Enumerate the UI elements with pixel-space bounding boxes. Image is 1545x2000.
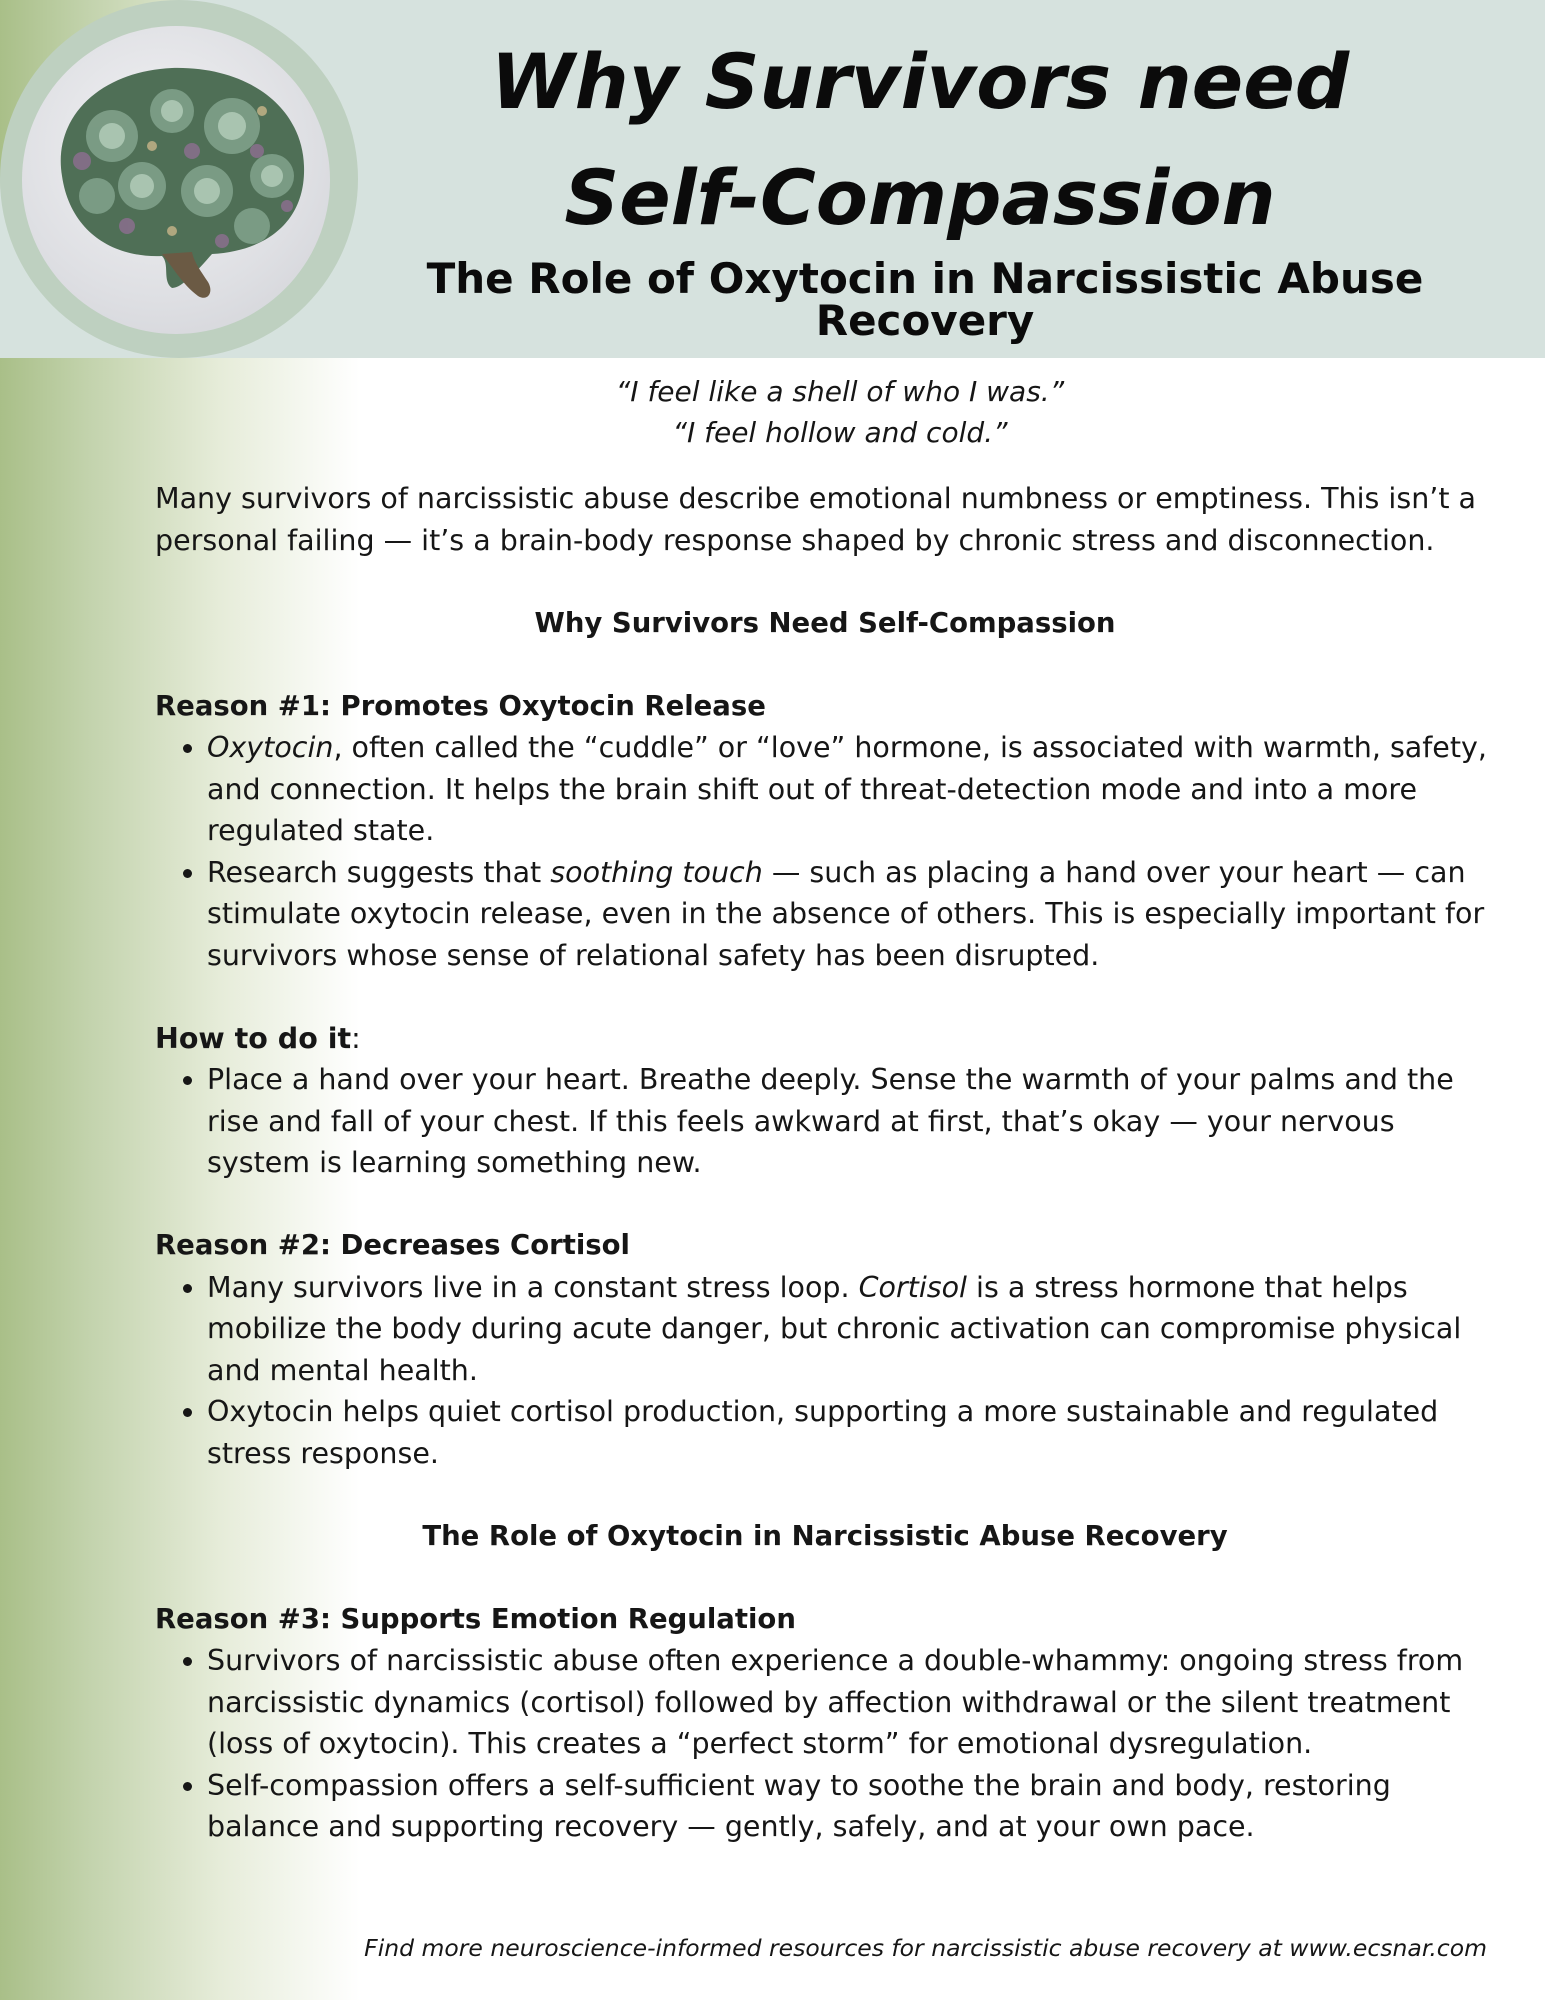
reason-2-heading: Reason #2: Decreases Cortisol xyxy=(155,1229,630,1261)
list-item: • Survivors of narcissistic abuse often experience a double-whammy: ongoing stress from narcissistic dynamics (cortisol) followed by affection withdrawal or the silent treatment (loss of oxytocin). This creates a “perfect storm” for emotional dysregulation. xyxy=(207,1640,1495,1765)
section-heading-self-compassion: Why Survivors Need Self-Compassion xyxy=(534,606,1116,639)
list-item: • Oxytocin helps quiet cortisol production, supporting a more sustainable and regulated stress response. xyxy=(207,1391,1495,1474)
list-item: • Many survivors live in a constant stress loop. Cortisol is a stress hormone that helps mobilize the body during acute danger, but chronic activation can compromise physical and mental health. xyxy=(207,1267,1495,1392)
main-content xyxy=(155,478,1495,1848)
title-line-2: Self-Compassion xyxy=(564,153,1276,242)
list-item: • Self-compassion offers a self-sufficient way to soothe the brain and body, restoring balance and supporting recovery — gently, safely, and at your own pace. xyxy=(207,1765,1495,1848)
list-item: • Place a hand over your heart. Breathe deeply. Sense the warmth of your palms and the rise and fall of your chest. If this feels awkward at first, that’s okay — your nervous system is learning something new. xyxy=(207,1059,1495,1184)
oxytocin-term: Oxytocin xyxy=(207,731,334,764)
how-to-list xyxy=(155,1059,1495,1184)
how-to-heading: How to do it: xyxy=(155,1021,361,1055)
subtitle: The Role of Oxytocin in Narcissistic Abuse Recovery xyxy=(426,254,1424,345)
list-item: • Oxytocin, often called the “cuddle” or “love” hormone, is associated with warmth, safety, and connection. It helps the brain shift out of threat-detection mode and into a more regulated state. xyxy=(207,727,1495,852)
reason-3-heading: Reason #3: Supports Emotion Regulation xyxy=(155,1602,796,1635)
title-line-1: Why Survivors need xyxy=(490,37,1350,126)
reason-3-list xyxy=(155,1640,1495,1848)
intro-paragraph: Many survivors of narcissistic abuse describe emotional numbness or emptiness. This isn’t a personal failing — it’s a brain-body response shaped by chronic stress and disconnection. xyxy=(155,482,1477,557)
quote-1: “I feel like a shell of who I was.” xyxy=(615,375,1065,408)
reason-1-list xyxy=(155,727,1495,976)
succulent-brain-image xyxy=(22,26,330,334)
section-heading-oxytocin-role: The Role of Oxytocin in Narcissistic Abuse Recovery xyxy=(422,1519,1228,1552)
list-item: • Research suggests that soothing touch — such as placing a hand over your heart — can stimulate oxytocin release, even in the absence of others. This is especially important for survivors whose sense of relational safety has been disrupted. xyxy=(207,852,1495,977)
footer-resource-link[interactable]: Find more neuroscience-informed resources for narcissistic abuse recovery at www.ecsnar.com xyxy=(364,1934,1487,1962)
reason-2-list xyxy=(155,1267,1495,1475)
brain-illustration xyxy=(22,26,330,334)
quote-2: “I feel hollow and cold.” xyxy=(672,416,1008,449)
cortisol-term: Cortisol xyxy=(858,1270,967,1304)
reason-1-heading: Reason #1: Promotes Oxytocin Release xyxy=(155,689,766,722)
soothing-touch-term: soothing touch xyxy=(550,855,763,889)
